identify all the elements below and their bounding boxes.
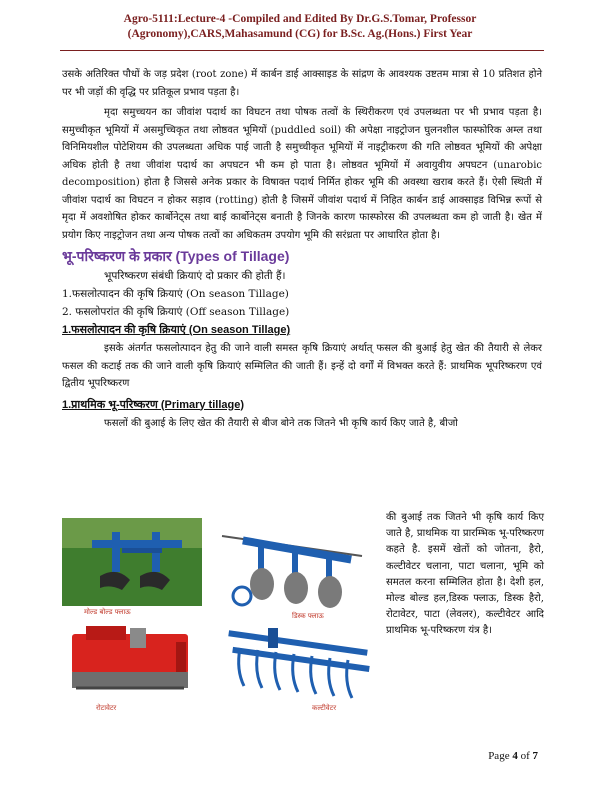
rotavator-photo — [66, 622, 194, 702]
page-of: of — [517, 750, 533, 762]
disc-plough-photo — [212, 516, 377, 612]
implement-figures — [62, 518, 374, 713]
page-footer — [488, 750, 538, 762]
subheading-primary-tillage — [62, 396, 542, 415]
tillage-item-on-season: 1.फसलोत्पादन की कृषि क्रियाएं (On season Tillage) — [62, 288, 289, 300]
primary-tillage-side-text: की बुआई तक जितने भी कृषि कार्य किए जाते है, प्राथमिक या प्रारम्भिक भू-परिष्करण कहते है. इसमें खेतों को जोतना, हैरो, कल्टीवेटर चलाना, पाटा चलाना, भूमि को समतल करना सम्मिलित होता है। देशी हल, मोल्ड बोल्ड हल,डिस्क फ्लाऊ, डिस्क हैरो, रोटावेटर, पाटा (लेवलर), कल्टीवेटर आदि प्राथमिक भू-परिष्करण यंत्र है। — [386, 512, 544, 637]
page-header — [60, 12, 540, 42]
header-line-2: (Agronomy),CARS,Mahasamund (CG) for B.Sc. Ag.(Hons.) First Year — [127, 28, 473, 40]
tillage-intro: भूपरिष्करण संबंधी क्रियाएं दो प्रकार की होती हैं। — [104, 270, 286, 282]
body-text — [62, 66, 542, 432]
mould-board-plough-photo — [62, 518, 202, 606]
paragraph-aggregation: मृदा समुच्चयन का जीवांश पदार्थ का विघटन तथा पोषक तत्वों के स्थिरीकरण एवं उपलब्धता पर भी प्रभाव पड़ता है। समुच्चीकृत भूमियों में असमुच्चिकृत तथा लोष्ठवत भूमियों (puddled soil) की अपेक्षा नाइट्रोजन घुलनशील फास्फोरिक अम्ल तथा विनिमियशील पोटेशियम की उपलब्धता अधिक पाई जाती है समुच्चीकृत भूमियों में नाइट्रीकरण की गति लोष्ठवत भूमियों की अपेक्षा अधिक होती है तथा जीवांश पदार्थ का अपघटन भी कम हो पाता है। लोष्ठवत भूमियों में अवायुवीय अपघटन (unarobic decomposition) होता है जिससे अनेक प्रकार के विषाक्त पदार्थ निर्मित होकर भूमि की अवस्था खराब करते हैं। ऐसी स्थिती में जीवांश पदार्थ का विघटन न होकर सड़ाव (rotting) होती है जिसमें जीवांश पदार्थ में निहित कार्बन डाई आक्साइड विभिन्न रूपों से मृदा में अवशोषित होकर कार्बोनेट्स तथा बाई कार्बोनेट्स बनाती है जिनके कारण फास्फोरस की उपलब्धता कम हो जाती है। खेत में प्रयोग किए नाइट्रोजन तथा अन्य पोषक तत्वों का अधिकतम उपयोग भूमि की सरंध्रता पर आधारित होता है। — [62, 107, 542, 241]
tillage-item-off-season: 2. फसलोपरांत की कृषि क्रियाएं (Off season Tillage) — [62, 306, 290, 318]
page-label: Page — [488, 750, 513, 762]
caption-disc-plough: डिस्क फ्लाऊ — [292, 612, 324, 620]
caption-cultivator: कल्टीवेटर — [312, 704, 337, 712]
page-total: 7 — [532, 750, 538, 762]
section-heading-tillage-types: भू-परिष्करण के प्रकार (Types of Tillage) — [62, 248, 290, 264]
caption-rotavator: रोटावेटर — [96, 704, 117, 712]
paragraph-root-zone: उसके अतिरिक्त पौधों के जड़ प्रदेश (root zone) में कार्बन डाई आक्साइड के सांद्रण के आवश्यक उष्टतम मात्रा से 10 प्रतिशत होने पर भी जड़ों की वृद्धि पर प्रतिकूल प्रभाव पड़ता है। — [62, 69, 542, 98]
on-season-description: इसके अंतर्गत फसलोत्पादन हेतु की जाने वाली समस्त कृषि क्रियाएं अर्थात् फसल की बुआई हेतु खेत की तैयारी से लेकर फसल की कटाई तक की जाने वाली कृषि क्रियाएं सम्मिलित की जाती हैं। इन्हें दो वर्गों में विभक्त करते हैं: प्राथमिक भूपरिष्करण एवं द्वितीय भूपरिष्करण — [62, 343, 542, 389]
header-line-1: Agro-5111:Lecture-4 -Compiled and Edited By Dr.G.S.Tomar, Professor — [123, 13, 477, 25]
cultivator-photo — [218, 622, 378, 702]
primary-tillage-title: 1.प्राथमिक भू-परिष्करण (Primary tillage) — [62, 398, 244, 411]
subheading-on-season: 1.फसलोत्पादन की कृषि क्रियाएं (On season Tillage) — [62, 324, 291, 336]
caption-mould-board-plough: मोल्ड बोल्ड फ्लाऊ — [84, 608, 131, 616]
header-divider — [60, 50, 544, 51]
primary-tillage-line: फसलों की बुआई के लिए खेत की तैयारी से बीज बोने तक जितने भी कृषि कार्य किए जाते है, बीजो — [104, 417, 458, 429]
page-number: 4 — [512, 750, 518, 762]
